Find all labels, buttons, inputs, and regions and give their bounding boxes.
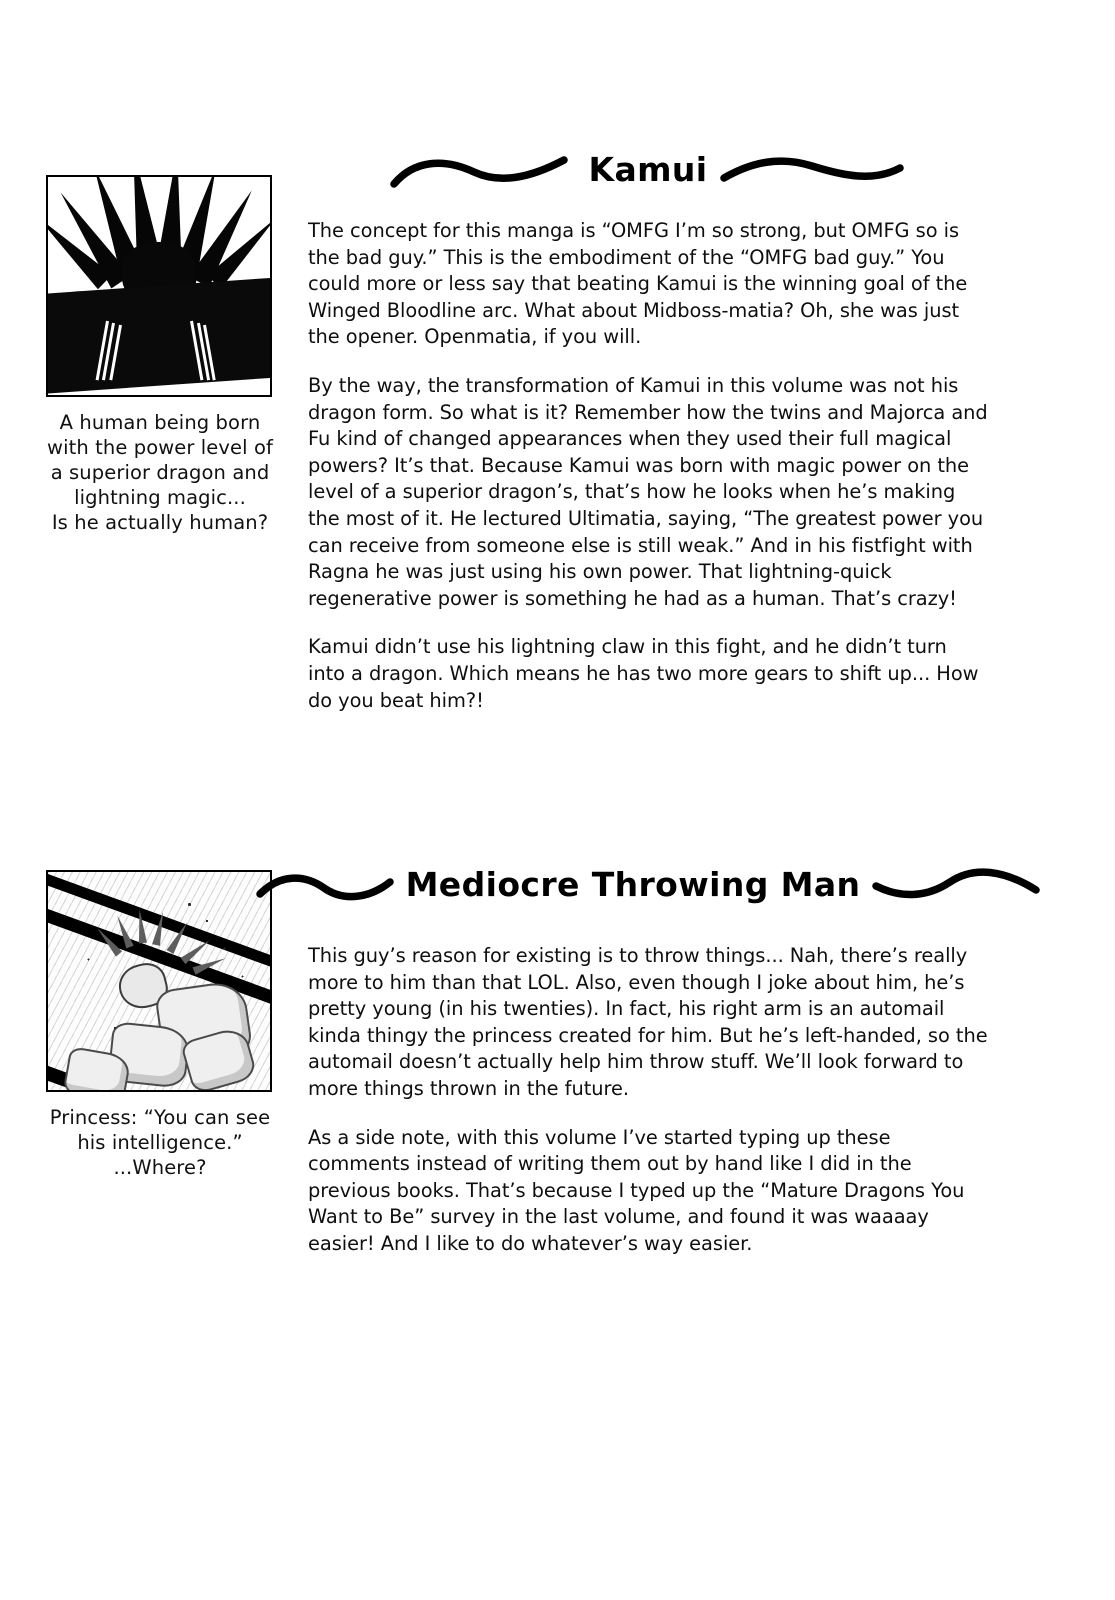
paragraph: The concept for this manga is “OMFG I’m so strong, but OMFG so is the bad guy.” This is the embodiment of the “OMFG bad guy.” You could more or less say that beating Kamui is the winning goal of the Winged Bloodline arc. What about Midboss-matia? Oh, she was just the opener. Openmatia, if you will. xyxy=(308,219,968,349)
section-title: Mediocre Throwing Man xyxy=(405,864,861,904)
caption-line: lightning magic... xyxy=(74,486,246,509)
caption-line: Princess: “You can see xyxy=(49,1106,271,1129)
flourish-left-icon xyxy=(254,864,396,908)
throwing-left-column xyxy=(46,870,274,1180)
paragraph: By the way, the transformation of Kamui in this volume was not his dragon form. So what is it? Remember how the twins and Majorca and Fu kind of changed appearances when they used their full magical powers? It’s that. Because Kamui was born with magic power on the level of a superior dragon’s, that’s how he looks when he’s making the most of it. He lectured Ultimatia, saying, “The greatest power you can receive from someone else is still weak.” And in his fistfight with Ragna he was just using his own power. That lightning-quick regenerative power is something he had as a human. That’s crazy! xyxy=(308,373,988,610)
kamui-portrait-panel xyxy=(46,175,272,397)
paragraph: Kamui didn’t use his lightning claw in this fight, and he didn’t turn into a dragon. Which means he has two more gears to shift up... How do you beat him?! xyxy=(308,635,979,712)
kamui-heading xyxy=(308,140,988,202)
paragraph: As a side note, with this volume I’ve started typing up these comments instead of writing them out by hand like I did in the previous books. That’s because I typed up the “Mature Dragons You Want to Be” survey in the last volume, and found it was waaaay easier! And I like to do whatever’s way easier. xyxy=(308,1125,965,1255)
throwing-caption xyxy=(46,1105,274,1180)
kamui-left-column xyxy=(46,175,274,535)
flourish-left-icon xyxy=(388,148,578,194)
throwing-man-panel xyxy=(46,870,272,1092)
flourish-right-icon xyxy=(718,148,908,194)
kamui-caption xyxy=(46,410,274,535)
paragraph: This guy’s reason for existing is to throw things... Nah, there’s really more to him than that LOL. Also, even though I joke about him, he’s pretty young (in his twenties). In fact, his right arm is an automail kinda thingy the princess created for him. But he’s left-handed, so the automail doesn’t actually help him throw stuff. We’ll look forward to more things thrown in the future. xyxy=(308,944,988,1100)
character-shoulders xyxy=(46,276,272,395)
flourish-right-icon xyxy=(870,864,1042,908)
caption-line: a superior dragon and xyxy=(50,461,270,484)
kamui-right-column xyxy=(308,140,988,714)
caption-line: ...Where? xyxy=(113,1156,207,1179)
throwing-body xyxy=(308,943,988,1258)
caption-line: Is he actually human? xyxy=(51,511,269,534)
throwing-right-column xyxy=(308,855,988,1258)
caption-line: with the power level of xyxy=(47,436,273,459)
caption-line: his intelligence.” xyxy=(77,1131,243,1154)
section-title: Kamui xyxy=(588,149,708,189)
throwing-heading xyxy=(308,855,988,917)
kamui-body xyxy=(308,218,988,714)
hair-spike-icon xyxy=(181,936,213,963)
caption-line: A human being born xyxy=(59,411,261,434)
